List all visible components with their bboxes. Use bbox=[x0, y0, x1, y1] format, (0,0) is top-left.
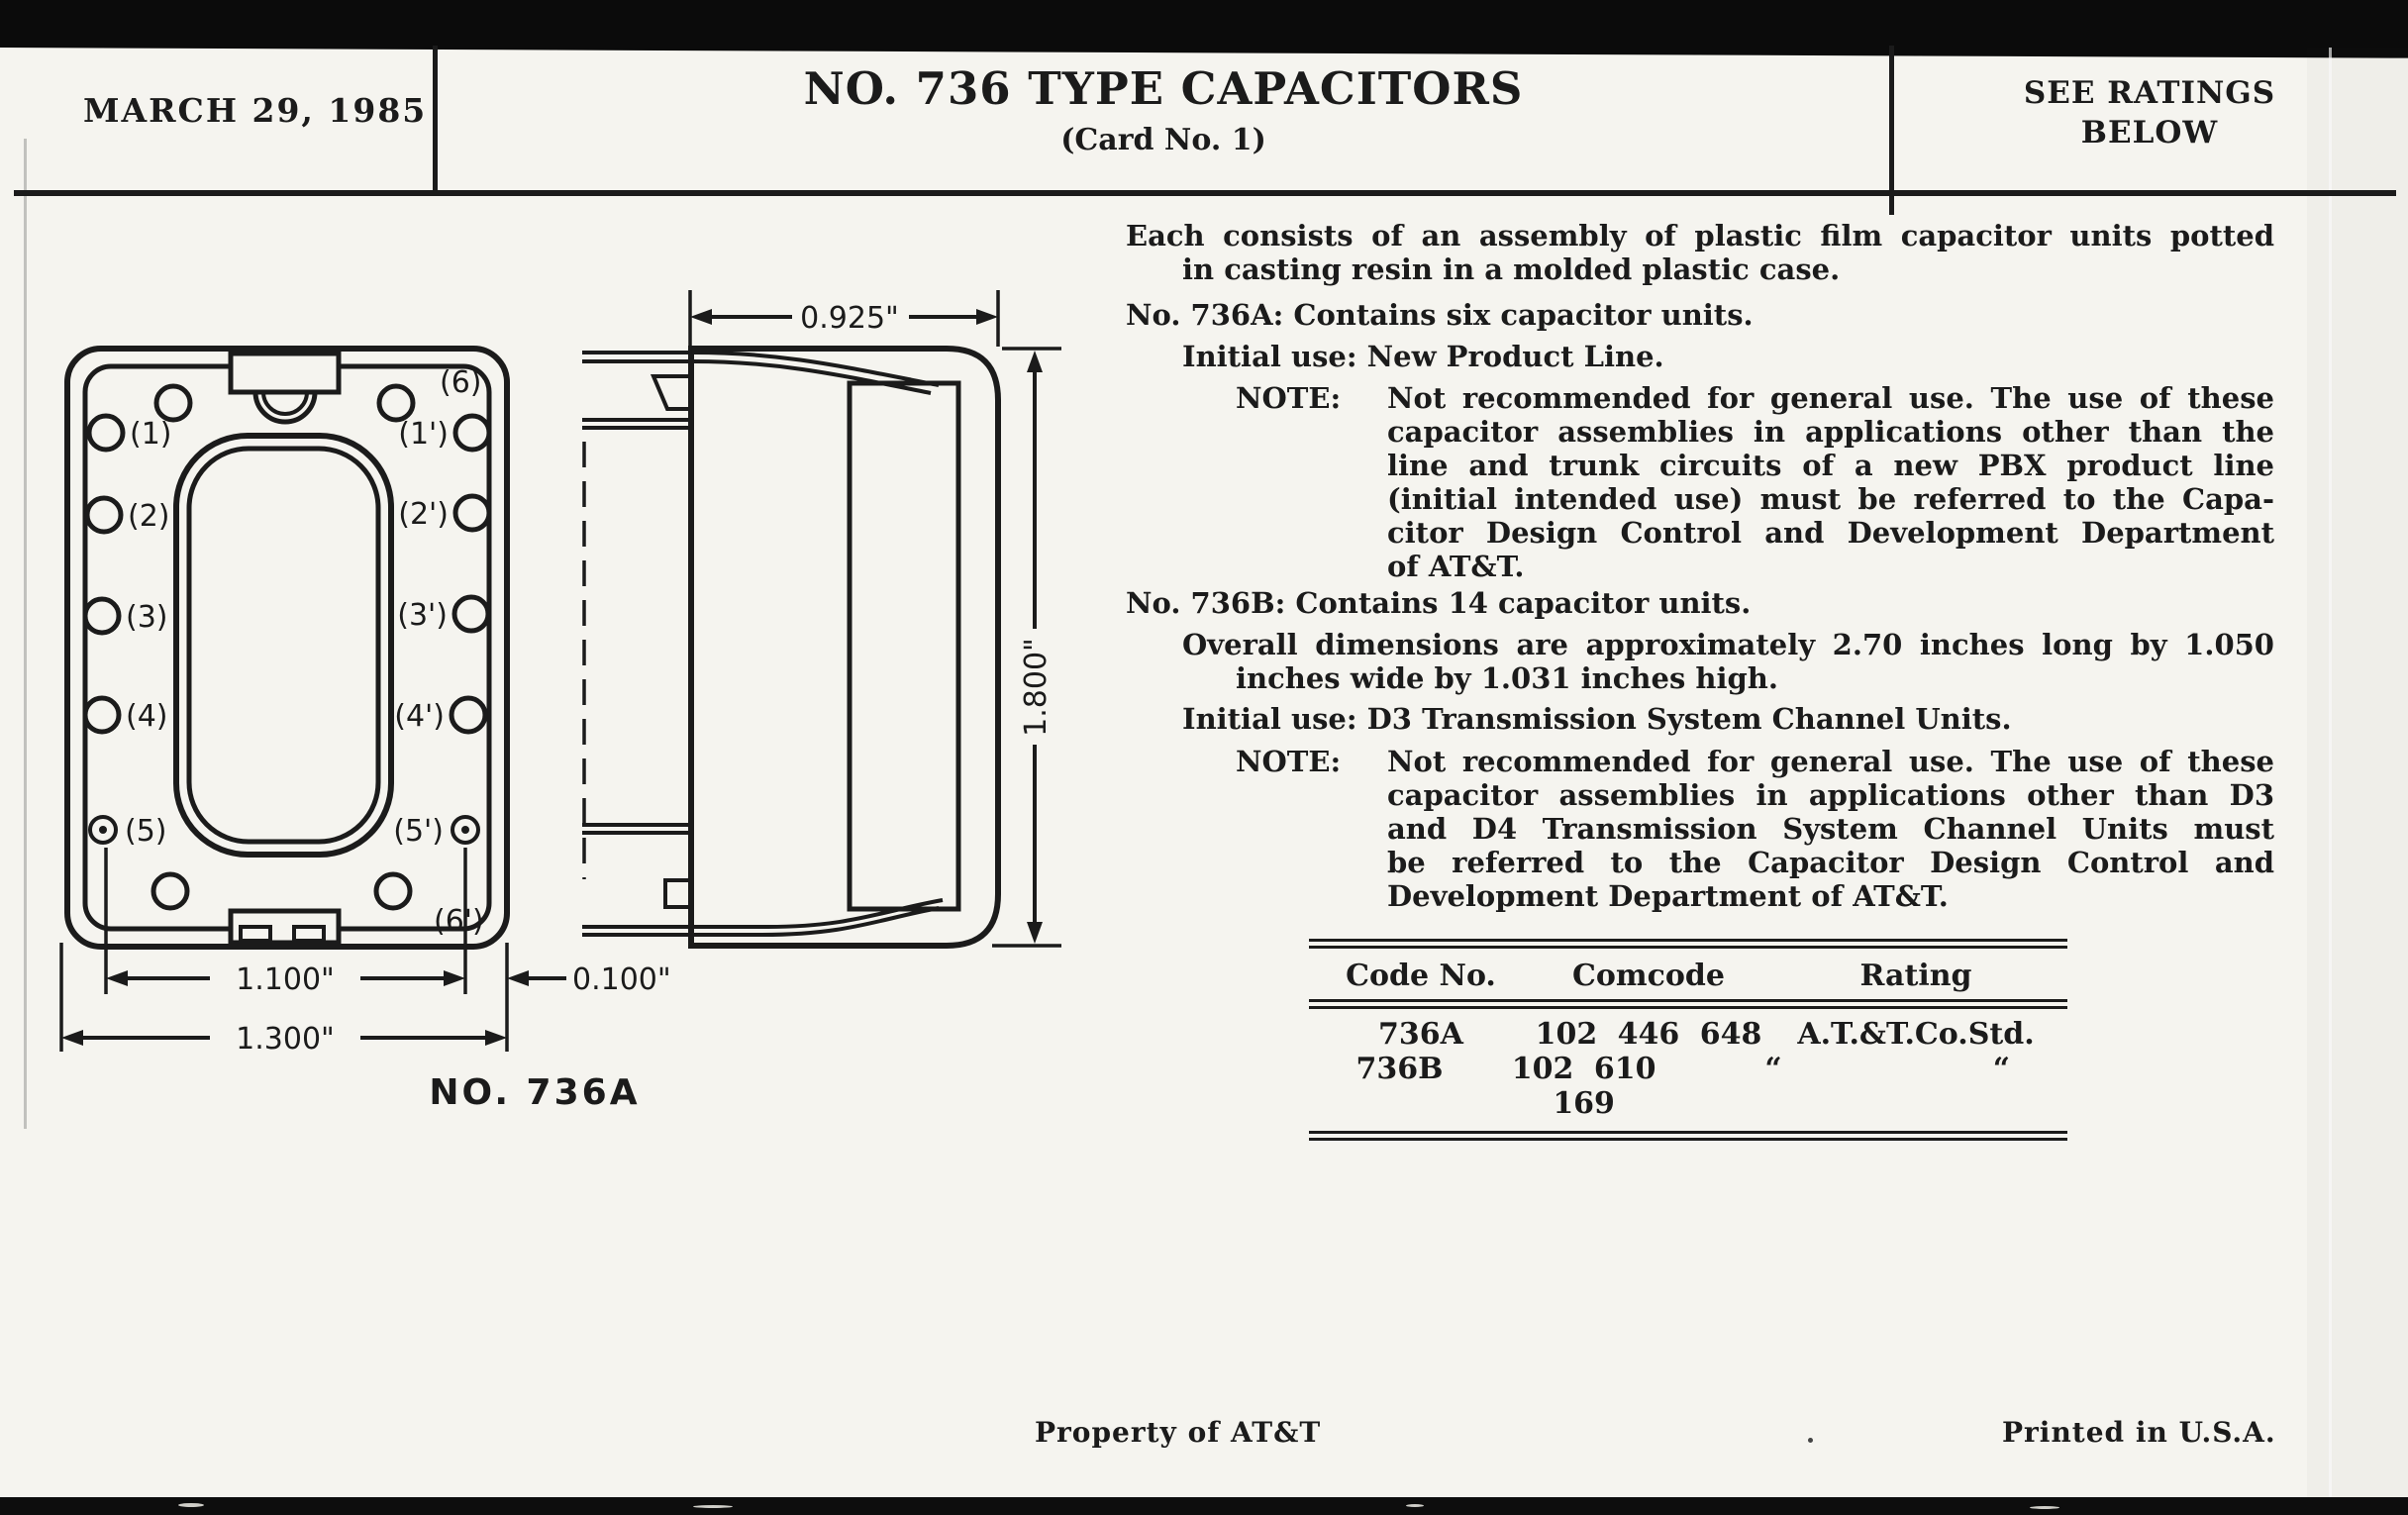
front-view bbox=[61, 349, 671, 1113]
terminal-label-3: (3) bbox=[126, 600, 168, 635]
side-view-dim-height bbox=[992, 349, 1061, 946]
lead-tab-upper bbox=[653, 376, 690, 409]
item-736b-dims-line: Overall dimensions are approximately 2.70 inches long by 1.050 bbox=[1182, 628, 2274, 661]
cell-code: 736A bbox=[1378, 1017, 1463, 1052]
ratings-callout-line2: BELOW bbox=[2080, 115, 2219, 151]
col-header-rating: Rating bbox=[1859, 959, 1972, 993]
cell-code: 736B bbox=[1355, 1052, 1444, 1086]
terminal-label-1: (1) bbox=[130, 417, 172, 452]
cell-comcode: 102 446 648 bbox=[1535, 1017, 1762, 1052]
side-view-dim-depth bbox=[690, 290, 998, 354]
top-bump-inner bbox=[263, 392, 307, 414]
terminal-label-5p: (5') bbox=[393, 814, 444, 849]
col-header-code: Code No. bbox=[1346, 959, 1496, 993]
cell-comcode: 102 610 169 bbox=[1511, 1052, 1656, 1121]
side-body-outline bbox=[691, 349, 998, 946]
header-rule bbox=[14, 190, 2396, 196]
note-line: Not recommended for general use. The use of these bbox=[1387, 745, 2274, 778]
note-line: (initial intended use) must be referred to the Capa- bbox=[1387, 482, 2274, 516]
scan-speck bbox=[2030, 1506, 2059, 1509]
terminal-label-6p: (6') bbox=[434, 904, 484, 939]
footer-printed: Printed in U.S.A. bbox=[2002, 1416, 2276, 1449]
table-rule-top bbox=[1309, 939, 2067, 949]
ratings-table bbox=[1309, 939, 2067, 1141]
table-row bbox=[1309, 1017, 2067, 1052]
description-text bbox=[1126, 219, 2274, 913]
lead-top-curve bbox=[693, 353, 939, 393]
note-line: citor Design Control and Development Department bbox=[1387, 516, 2274, 550]
note-line: Development Department of AT&T. bbox=[1387, 879, 1949, 913]
note-label: NOTE: bbox=[1236, 381, 1342, 415]
item-736b-heading: No. 736B: Contains 14 capacitor units. bbox=[1126, 586, 1752, 620]
window-inner bbox=[189, 449, 378, 842]
terminal-label-3p: (3') bbox=[397, 598, 448, 633]
header-center bbox=[693, 63, 1634, 157]
col-header-comcode: Comcode bbox=[1572, 959, 1725, 993]
lead-top bbox=[582, 353, 693, 361]
card-date: MARCH 29, 1985 bbox=[83, 91, 428, 130]
terminal-label-4p: (4') bbox=[394, 699, 445, 734]
header-divider-left bbox=[433, 46, 438, 193]
scan-speck bbox=[1406, 1504, 1424, 1507]
lead-lower bbox=[582, 825, 691, 833]
table-rule-bottom bbox=[1309, 1131, 2067, 1141]
lead-tab-lower bbox=[665, 880, 691, 907]
cell-rating-ditto bbox=[1677, 1052, 2067, 1121]
item-736b-initial-use: Initial use: D3 Transmission System Channel Units. bbox=[1182, 702, 2012, 736]
side-view bbox=[582, 290, 1061, 946]
ratings-callout-line1: SEE RATINGS bbox=[2023, 75, 2276, 111]
scan-speck bbox=[693, 1505, 733, 1508]
note-line: capacitor assemblies in applications other than D3 bbox=[1387, 778, 2274, 812]
note-line: be referred to the Capacitor Design Control and bbox=[1387, 846, 2274, 879]
note-line: Not recommended for general use. The use of these bbox=[1387, 381, 2274, 415]
lead-bottom-curve bbox=[582, 900, 943, 935]
note-line: line and trunk circuits of a new PBX product line bbox=[1387, 449, 2274, 482]
terminal-label-1p: (1') bbox=[398, 417, 449, 452]
dim-terminal-spacing: 1.100" bbox=[236, 962, 335, 997]
terminal-label-4: (4) bbox=[126, 699, 168, 734]
scan-edge-top bbox=[0, 0, 2408, 58]
ratings-callout bbox=[1937, 73, 2362, 152]
dim-height: 1.800" bbox=[1019, 638, 1054, 737]
note-line: capacitor assemblies in applications other than the bbox=[1387, 415, 2274, 449]
table-rule-mid bbox=[1309, 999, 2067, 1009]
item-736a-initial-use: Initial use: New Product Line. bbox=[1182, 340, 1664, 373]
item-736a-note bbox=[1126, 381, 2274, 583]
scan-dot bbox=[1808, 1438, 1813, 1443]
scan-speck bbox=[178, 1503, 204, 1507]
dim-overall-width: 1.300" bbox=[236, 1022, 335, 1057]
dim-edge-offset: 0.100" bbox=[572, 962, 671, 997]
terminal-label-2: (2) bbox=[128, 499, 170, 534]
item-736a-heading: No. 736A: Contains six capacitor units. bbox=[1126, 298, 1754, 332]
item-736b-dims-line: inches wide by 1.031 inches high. bbox=[1236, 661, 1778, 695]
footer-property: Property of AT&T bbox=[1035, 1416, 1322, 1449]
terminal-label-5: (5) bbox=[125, 814, 167, 849]
terminal-label-2p: (2') bbox=[398, 497, 449, 532]
note-line: of AT&T. bbox=[1387, 550, 1525, 583]
card-subtitle: (Card No. 1) bbox=[1060, 123, 1266, 157]
window-outer bbox=[176, 436, 391, 855]
left-terminals bbox=[85, 416, 123, 843]
front-view-caption: NO. 736A bbox=[429, 1072, 641, 1113]
top-notch bbox=[231, 354, 339, 392]
ditto-mark: “ bbox=[1992, 1052, 2010, 1086]
intro-line: Each consists of an assembly of plastic film capacitor units potted bbox=[1126, 219, 2274, 252]
item-736b-note bbox=[1126, 745, 2274, 913]
card-title: NO. 736 TYPE CAPACITORS bbox=[803, 62, 1524, 115]
lead-second bbox=[582, 420, 691, 428]
note-label: NOTE: bbox=[1236, 745, 1342, 778]
terminal-label-6: (6) bbox=[440, 365, 482, 400]
table-header-row bbox=[1309, 949, 2067, 999]
right-terminals bbox=[452, 416, 489, 843]
intro-line: in casting resin in a molded plastic case. bbox=[1182, 252, 1841, 286]
table-body bbox=[1309, 1009, 2067, 1131]
side-inner-block bbox=[850, 383, 958, 909]
technical-drawing bbox=[0, 277, 1168, 1168]
ditto-mark: “ bbox=[1764, 1052, 1782, 1086]
note-line: and D4 Transmission System Channel Units must bbox=[1387, 812, 2274, 846]
scan-tint bbox=[2307, 48, 2408, 1497]
table-row bbox=[1309, 1052, 2067, 1121]
front-view-dimensions bbox=[61, 848, 671, 1057]
dim-depth: 0.925" bbox=[800, 301, 899, 336]
cell-rating: A.T.&T.Co.Std. bbox=[1797, 1017, 2035, 1052]
